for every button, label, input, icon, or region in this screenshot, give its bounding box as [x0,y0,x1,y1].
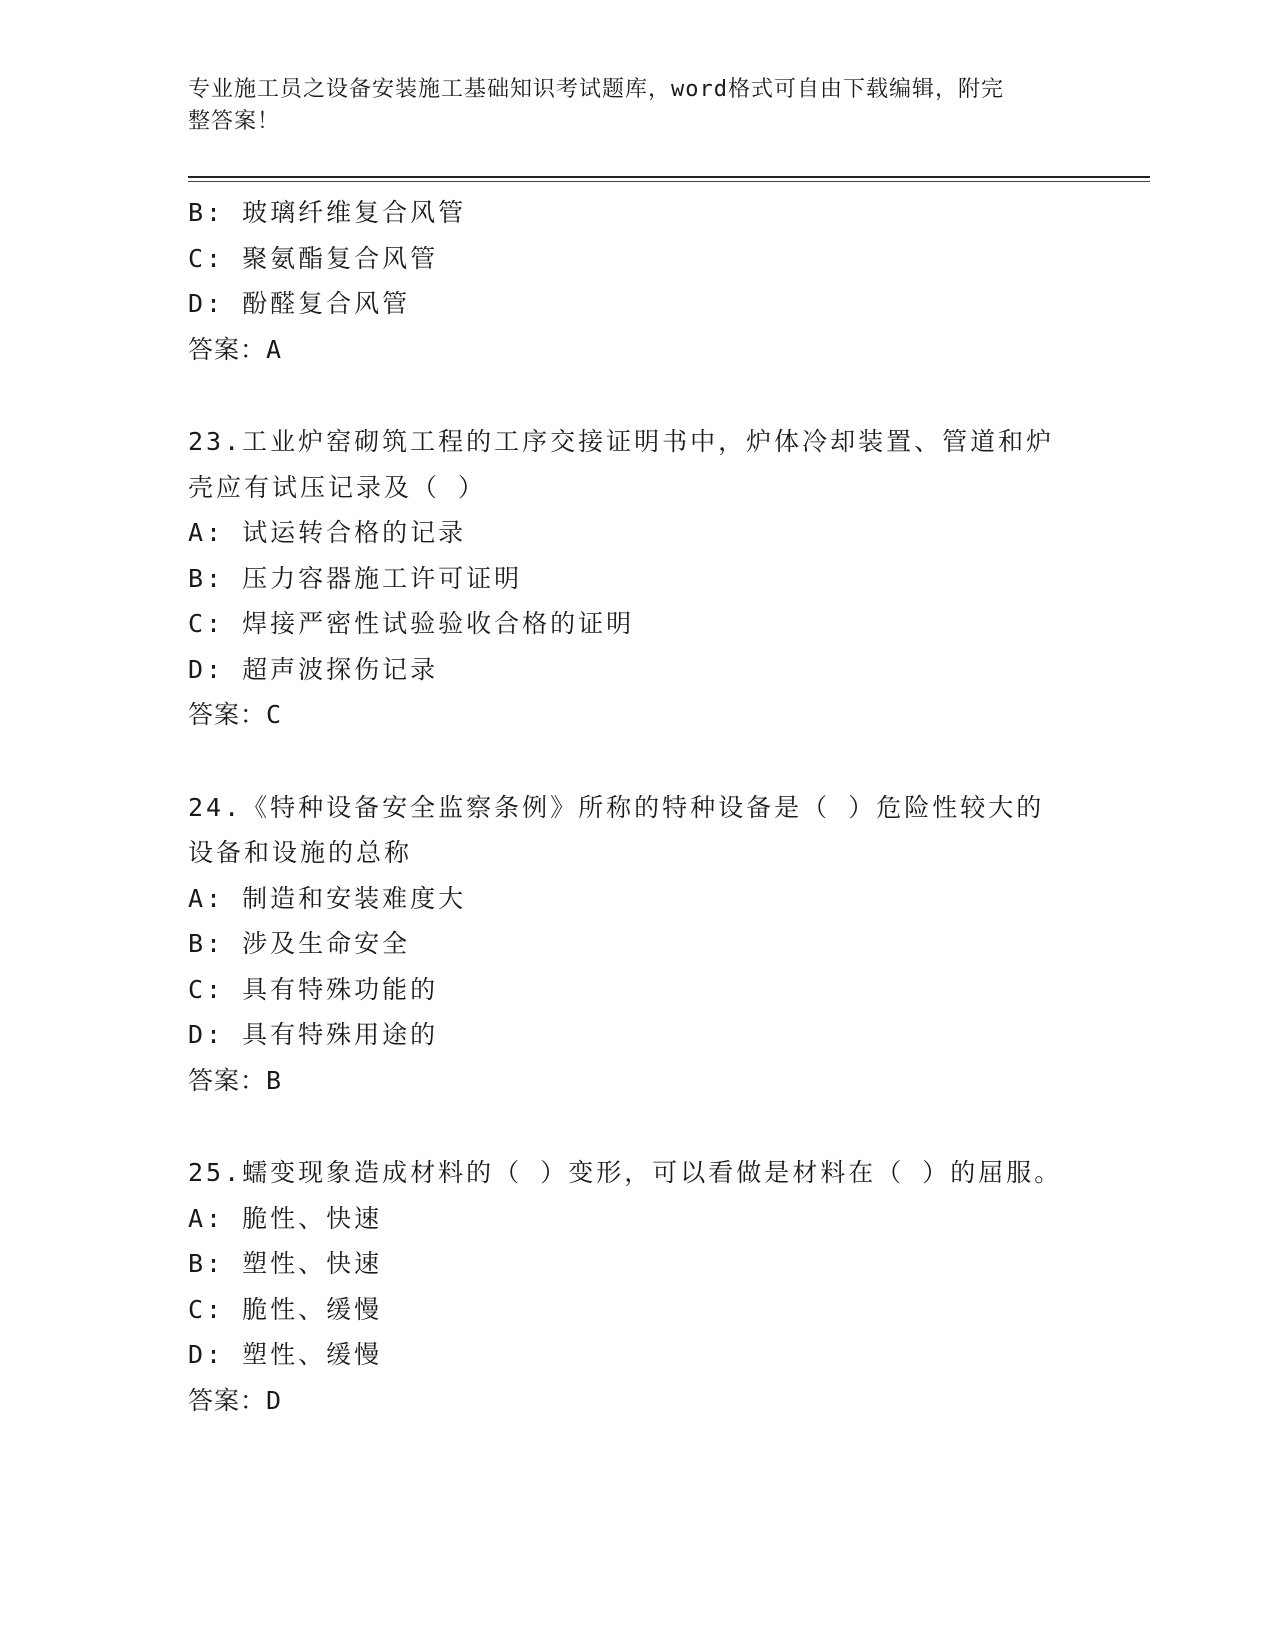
option-d: D: 酚醛复合风管 [188,289,411,318]
answer-label: 答案： [188,1386,267,1415]
header-line-1: 专业施工员之设备安装施工基础知识考试题库，word格式可自由下载编辑，附完 [188,77,1004,102]
option-b: B: 玻璃纤维复合风管 [188,198,467,227]
question-block-23 [188,419,1088,739]
header-divider-thin [188,181,1150,182]
option-c: C: 具有特殊功能的 [188,974,439,1004]
option-a: A: 试运转合格的记录 [188,518,467,547]
option-c: C: 脆性、缓慢 [188,1294,383,1324]
answer-label: 答案： [188,335,267,364]
question-text [188,1150,1088,1196]
question-list [188,190,1088,1470]
question-block-22 [188,190,1088,373]
option-b: B: 塑性、快速 [188,1249,383,1278]
question-line-2: 壳应有试压记录及（ ） [188,472,487,502]
question-text [188,419,1088,510]
option-a: A: 脆性、快速 [188,1203,383,1233]
answer-line [188,692,1088,739]
option-c: C: 聚氨酯复合风管 [188,243,439,273]
answer-value: D [266,1385,283,1415]
option-c: C: 焊接严密性试验验收合格的证明 [188,609,635,638]
header-line-2: 整答案！ [188,109,281,134]
question-line-1: 24.《特种设备安全监察条例》所称的特种设备是（ ）危险性较大的 [188,792,1045,822]
answer-value: A [266,334,283,364]
answer-line [188,1378,1088,1425]
header-divider-thick [188,176,1150,178]
option-d: D: 塑性、缓慢 [188,1340,383,1369]
question-line-2: 设备和设施的总称 [188,838,413,867]
option-b: B: 涉及生命安全 [188,929,411,958]
answer-label: 答案： [188,1066,267,1095]
option-d: D: 超声波探伤记录 [188,654,439,684]
question-block-24 [188,785,1088,1105]
question-text [188,785,1088,876]
option-d: D: 具有特殊用途的 [188,1020,439,1049]
answer-value: B [266,1065,283,1095]
option-a: A: 制造和安装难度大 [188,883,467,913]
answer-value: C [266,700,283,729]
question-block-25 [188,1150,1088,1424]
question-line-1: 25.蠕变现象造成材料的（ ）变形，可以看做是材料在（ ）的屈服。 [188,1158,1063,1187]
question-line-1: 23.工业炉窑砌筑工程的工序交接证明书中，炉体冷却装置、管道和炉 [188,427,1055,456]
answer-line [188,327,1088,374]
answer-label: 答案： [188,701,267,729]
option-b: B: 压力容器施工许可证明 [188,563,523,593]
answer-line [188,1058,1088,1105]
document-header [188,74,1088,138]
